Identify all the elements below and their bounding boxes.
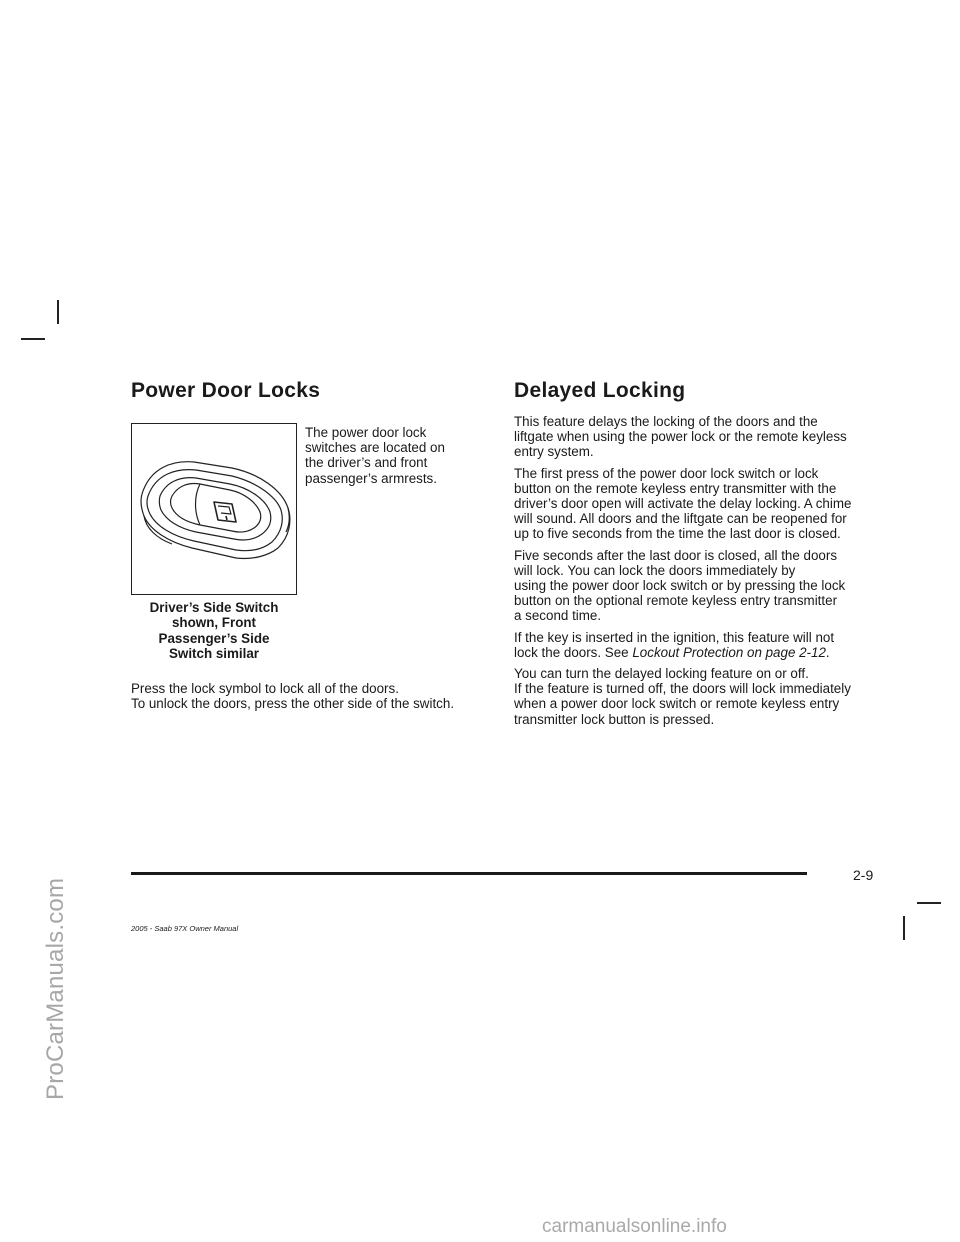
text-line: will lock. You can lock the doors immediately by [514, 562, 796, 578]
crop-mark-top-horizontal [21, 338, 45, 340]
lockout-protection-reference[interactable]: Lockout Protection on page 2-12 [632, 644, 826, 660]
text-line: Press the lock symbol to lock all of the doors. [131, 681, 399, 696]
text-line: driver’s door open will activate the delay locking. A chime [514, 496, 852, 512]
figure-caption [131, 600, 297, 661]
text-line: passenger’s armrests. [305, 470, 437, 486]
text-segment: . [825, 644, 830, 660]
footer-rule [131, 872, 807, 875]
text-line: when a power door lock switch or remote keyless entry [514, 696, 840, 712]
power-door-locks-intro [305, 425, 445, 486]
paragraph [514, 666, 884, 727]
text-line: up to five seconds from the time the last door is closed. [514, 526, 841, 542]
text-line: a second time. [514, 608, 602, 624]
text-line: transmitter lock button is pressed. [514, 711, 715, 727]
paragraph [514, 414, 884, 460]
text-line: using the power door lock switch or by pressing the lock [514, 578, 846, 594]
door-lock-switch-figure [131, 423, 297, 595]
text-line: button on the remote keyless entry transmitter with the [514, 480, 837, 496]
power-door-locks-instructions [131, 681, 454, 711]
text-line: switches are located on [305, 440, 445, 456]
text-line: If the feature is turned off, the doors will lock immediately [514, 681, 851, 697]
text-segment: lock the doors. See [514, 644, 633, 660]
watermark-bottom: carmanualsonline.info [542, 1216, 727, 1237]
text-line: the driver’s and front [305, 455, 428, 471]
text-line: You can turn the delayed locking feature on or off. [514, 666, 809, 682]
paragraph [514, 630, 884, 660]
text-line: The power door lock [305, 425, 427, 440]
delayed-locking-heading: Delayed Locking [514, 379, 686, 402]
watermark-vertical: ProCarManuals.com [42, 877, 69, 1100]
text-line: To unlock the doors, press the other side of the switch. [131, 696, 455, 712]
text-line: button on the optional remote keyless entry transmitter [514, 593, 838, 609]
text-line: will sound. All doors and the liftgate can be reopened for [514, 511, 847, 527]
manual-footer: 2005 - Saab 97X Owner Manual [131, 924, 239, 933]
page-number: 2-9 [853, 867, 874, 883]
text-line: This feature delays the locking of the doors and the [514, 414, 818, 429]
text-line: If the key is inserted in the ignition, this feature will not [514, 629, 835, 645]
paragraph [514, 466, 884, 542]
power-door-locks-heading: Power Door Locks [131, 379, 321, 402]
crop-mark-bottom-vertical [903, 916, 905, 940]
caption-line: Driver’s Side Switch [149, 600, 279, 615]
text-line: liftgate when using the power lock or the remote keyless [514, 429, 847, 445]
text-line [514, 645, 884, 660]
door-lock-switch-icon [132, 424, 296, 594]
crop-mark-top-vertical [57, 300, 59, 324]
paragraph [514, 548, 884, 624]
caption-line: Passenger’s Side [158, 630, 270, 646]
text-line: entry system. [514, 444, 594, 460]
crop-mark-bottom-horizontal [917, 902, 941, 904]
text-line: Five seconds after the last door is closed, all the doors [514, 547, 838, 563]
caption-line: Switch similar [168, 645, 260, 661]
caption-line: shown, Front [171, 615, 257, 631]
text-line: The first press of the power door lock switch or lock [514, 465, 819, 481]
delayed-locking-body [514, 414, 884, 733]
